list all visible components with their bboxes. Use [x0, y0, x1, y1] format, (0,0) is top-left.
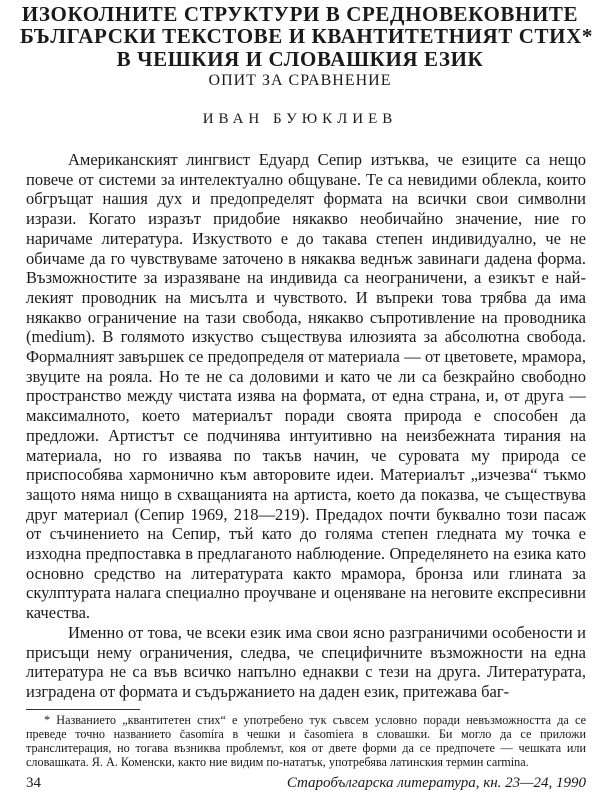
page-number: 34 — [26, 775, 41, 791]
author-name: ИВАН БУЮКЛИЕВ — [202, 111, 398, 127]
article-title-line-3: В ЧЕШКИЯ И СЛОВАШКИЯ ЕЗИК — [116, 47, 484, 71]
article-body — [26, 150, 586, 702]
body-paragraph-2: Именно от това, че всеки език има свои ясно разграничими особености и присъщи нему ограничения, следва, че специфичните възможности на една литература не са във всичко напълно еднакви с тези на друга. Литературата, изградена от формата и съдържанието на даден език, притежава баг- — [26, 622, 586, 701]
article-title-line-1: ИЗОКОЛНИТЕ СТРУКТУРИ В СРЕДНОВЕКОВНИТЕ — [21, 2, 579, 26]
journal-citation: Старобългарска литература, кн. 23—24, 1990 — [286, 775, 586, 791]
article-title-line-2: БЪЛГАРСКИ ТЕКСТОВЕ И КВАНТИТЕТНИЯТ СТИХ* — [20, 24, 593, 48]
body-paragraph-1: Американският лингвист Едуард Сепир изтъква, че езиците са нещо повече от системи за интелектуално общуване. Те са невидими облекла, които обгръщат нашия дух и предопределят формата на всички свои символни изрази. Когато изразът придобие някакво необичайно значение, ние го наричаме литература. Изкуството е до такава степен индивидуално, че не обичаме да го чувствуваме заточено в някаква веднъж завинаги дадена форма. Възможностите за изразяване на индивида са неограничени, а езикът е най-лекият проводник на мисълта и чувството. И въпреки това трябва да има някакво ограничение на тази свобода, някакво съпротивление на проводника (medium). В голямото изкуство съществува илюзията за абсолютна свобода. Формалният завършек се предопределя от материала — от цветовете, мрамора, звуците на рояла. Но те не са доловими и като че ли са безкрайно свободно пространство между чистата изява на формата, от една страна, и, от друга — максималното, което материалът поради своята природа е способен да предложи. Артистът се подчинява интуитивно на неизбежната тирания на материала, но го изваява по такъв начин, че суровата му природа се приспособява хармонично към авторовите идеи. Материалът „изчезва“ тъкмо защото няма нищо в схващанията на артиста, което да показва, че съществува друг материал (Сепир 1969, 218—219). Предадох почти буквално този пасаж от съчинението на Сепир, тъй като до голяма степен гледната му точка е изходна предпоставка в предлаганото наблюдение. Определянето на езика като основно средство на литературата както мрамора, бронза или глината за скулптурата налага специално проучване и оценяване на неговите експресивни качества. — [26, 150, 586, 623]
footnote: * Названието „квантитетен стих“ е употребено тук съвсем условно поради невъзможността да се преведе точно названието časomíra в чешки и časomiera в словашки. Би могло да се приложи транслитерация, но тогава възниква проблемът, коя от двете форми да се предпочете — чешката или словашката. Я. А. Коменски, както ние видим по-нататък, употребява латинския термин carmina. — [26, 713, 586, 769]
article-subtitle: ОПИТ ЗА СРАВНЕНИЕ — [208, 72, 392, 89]
footnote-divider — [26, 709, 140, 710]
